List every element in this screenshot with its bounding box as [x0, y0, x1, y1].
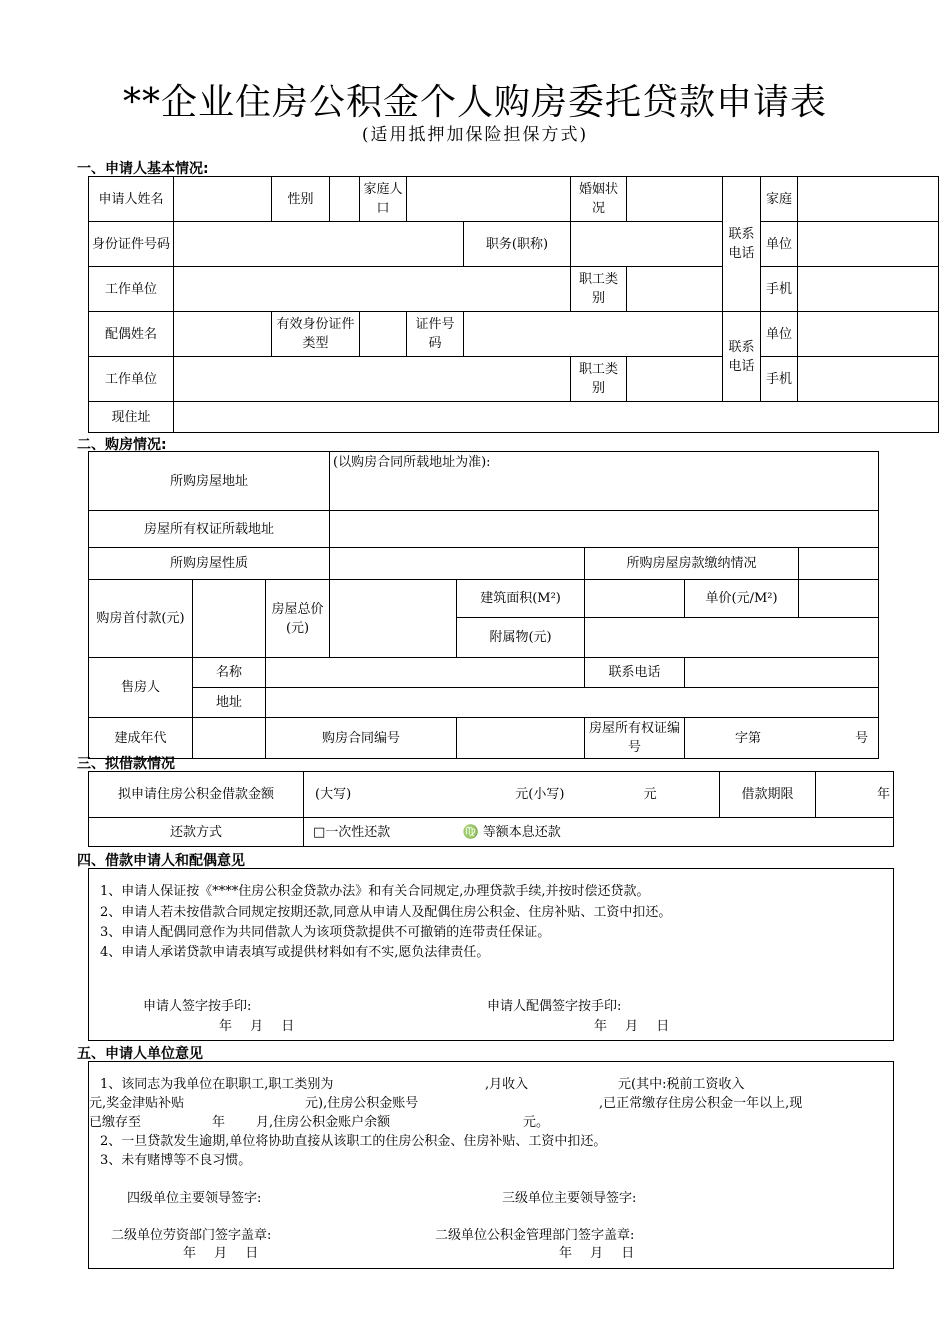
spouse-unit-phone-field[interactable] [798, 312, 939, 357]
mobile-field[interactable] [798, 267, 939, 312]
loan-term-label: 借款期限 [720, 772, 816, 818]
opinion-line-4: 4、申请人承诺贷款申请表填写或提供材料如有不实,愿负法律责任。 [100, 945, 490, 960]
labor-dept-signature-label: 二级单位劳资部门签字盖章: [111, 1228, 272, 1243]
section-5-heading: 五、申请人单位意见 [77, 1046, 203, 1062]
marital-label: 婚姻状况 [571, 177, 627, 222]
spouse-staff-type-label: 职工类别 [571, 357, 627, 402]
section-3-heading: 三、拟借款情况 [77, 756, 175, 772]
seller-address-label: 地址 [193, 688, 266, 718]
home-phone-label: 家庭 [761, 177, 798, 222]
unit-line-2a: 元,奖金津贴补贴 [89, 1096, 185, 1111]
area-field[interactable] [585, 580, 685, 618]
attachments-label: 附属物(元) [457, 618, 585, 658]
address-field[interactable] [174, 402, 939, 433]
unit-line-2b: 元),住房公积金账号 [305, 1096, 419, 1111]
yuan-text: 元 [643, 787, 657, 802]
spouse-date: 年 月 日 [594, 1019, 670, 1034]
opinion-line-2: 2、申请人若未按借款合同规定按期还款,同意从申请人及配偶住房公积金、住房补贴、工资中扣还。 [100, 905, 672, 920]
section-4-heading: 四、借款申请人和配偶意见 [77, 853, 245, 869]
unit-line-1a: 1、该同志为我单位在职职工,职工类别为 [100, 1077, 334, 1092]
daxie-text: (大写) [315, 787, 352, 802]
house-address-note: (以购房合同所载地址为准): [333, 455, 491, 470]
gender-field[interactable] [330, 177, 360, 222]
spouse-mobile-field[interactable] [798, 357, 939, 402]
hao-text: 号 [855, 730, 869, 746]
unit-phone-field[interactable] [798, 222, 939, 267]
applicant-signature-label: 申请人签字按手印: [143, 999, 252, 1014]
valid-id-type-label: 有效身份证件类型 [272, 312, 360, 357]
unit-line-1b: ,月收入 [485, 1077, 529, 1092]
staff-type-label: 职工类别 [571, 267, 627, 312]
mobile-label: 手机 [761, 267, 798, 312]
yuan-xiaoxie-text: 元(小写) [515, 787, 565, 802]
built-year-field[interactable] [193, 718, 266, 759]
section-2-heading: 二、购房情况: [77, 437, 167, 453]
payment-status-field[interactable] [799, 548, 879, 580]
page-subtitle: (适用抵押加保险担保方式) [361, 125, 589, 145]
down-payment-label: 购房首付款(元) [89, 580, 193, 658]
fund-dept-date: 年 月 日 [559, 1246, 635, 1261]
applicant-info-table [88, 176, 939, 433]
spouse-name-field[interactable] [174, 312, 272, 357]
level4-leader-signature-label: 四级单位主要领导签字: [127, 1191, 262, 1206]
spouse-signature-label: 申请人配偶签字按手印: [487, 999, 622, 1014]
payment-status-label: 所购房屋房款缴纳情况 [585, 548, 799, 580]
unit-line-2c: ,已正常缴存住房公积金一年以上,现 [599, 1096, 803, 1111]
valid-id-type-field[interactable] [360, 312, 407, 357]
spouse-staff-type-field[interactable] [627, 357, 723, 402]
unit-line-5: 3、未有赌博等不良习惯。 [100, 1153, 252, 1168]
year-text: 年 [876, 787, 890, 802]
total-price-field[interactable] [330, 580, 457, 658]
purchase-info-table [88, 451, 879, 759]
cert-address-label: 房屋所有权证所载地址 [89, 511, 330, 548]
equal-installment-option[interactable]: ♍ 等额本息还款 [462, 824, 561, 840]
page-title: **企业住房公积金个人购房委托贷款申请表 [122, 82, 827, 123]
loan-amount-field[interactable] [304, 772, 720, 818]
spouse-mobile-label: 手机 [761, 357, 798, 402]
seller-phone-label: 联系电话 [585, 658, 685, 688]
unit-price-field[interactable] [799, 580, 879, 618]
seller-phone-field[interactable] [685, 658, 879, 688]
labor-dept-date: 年 月 日 [183, 1246, 259, 1261]
spouse-contact-label: 联系电话 [723, 312, 761, 402]
work-unit-label: 工作单位 [89, 267, 174, 312]
contract-number-label: 购房合同编号 [266, 718, 457, 759]
position-label: 职务(职称) [464, 222, 571, 267]
contract-number-field[interactable] [457, 718, 585, 759]
fund-dept-signature-label: 二级单位公积金管理部门签字盖章: [435, 1228, 635, 1243]
gender-label: 性别 [272, 177, 330, 222]
house-nature-label: 所购房屋性质 [89, 548, 330, 580]
built-year-label: 建成年代 [89, 718, 193, 759]
unit-line-3a: 已缴存至 [89, 1115, 142, 1130]
unit-opinion-box [88, 1061, 894, 1269]
contact-phone-label: 联系电话 [723, 177, 761, 312]
zi-di-text: 字第 [734, 730, 761, 746]
home-phone-field[interactable] [798, 177, 939, 222]
ownership-cert-number-field[interactable] [685, 718, 879, 759]
seller-name-label: 名称 [193, 658, 266, 688]
unit-line-3d: 元。 [523, 1115, 550, 1130]
area-label: 建筑面积(M²) [457, 580, 585, 618]
house-nature-field[interactable] [330, 548, 585, 580]
applicant-name-field[interactable] [174, 177, 272, 222]
loan-term-field[interactable] [816, 772, 894, 818]
loan-amount-label: 拟申请住房公积金借款金额 [89, 772, 304, 818]
staff-type-field[interactable] [627, 267, 723, 312]
spouse-work-unit-field[interactable] [174, 357, 571, 402]
spouse-work-unit-label: 工作单位 [89, 357, 174, 402]
unit-line-4: 2、一旦贷款发生逾期,单位将协助直接从该职工的住房公积金、住房补贴、工资中扣还。 [100, 1134, 607, 1149]
applicant-opinion-box [88, 868, 894, 1041]
down-payment-field[interactable] [193, 580, 266, 658]
unit-line-3b: 年 [212, 1115, 226, 1130]
level3-leader-signature-label: 三级单位主要领导签字: [502, 1191, 637, 1206]
marital-field[interactable] [627, 177, 723, 222]
work-unit-field[interactable] [174, 267, 571, 312]
applicant-name-label: 申请人姓名 [89, 177, 174, 222]
unit-price-label: 单价(元/M²) [685, 580, 799, 618]
lump-sum-option[interactable]: □一次性还款 [313, 824, 391, 840]
position-field[interactable] [571, 222, 723, 267]
house-address-field[interactable] [330, 452, 879, 511]
loan-plan-table [88, 771, 894, 847]
unit-line-1c: 元(其中:税前工资收入 [618, 1077, 745, 1092]
opinion-line-1: 1、申请人保证按《****住房公积金贷款办法》和有关合同规定,办理贷款手续,并按时偿还贷款。 [100, 884, 650, 899]
cert-address-field[interactable] [330, 511, 879, 548]
cert-number-label: 证件号码 [407, 312, 464, 357]
id-number-field[interactable] [174, 222, 464, 267]
seller-address-field[interactable] [266, 688, 879, 718]
unit-line-3c: 月,住房公积金账户余额 [256, 1115, 391, 1130]
house-address-label: 所购房屋地址 [89, 452, 330, 511]
attachments-field[interactable] [585, 618, 879, 658]
household-label: 家庭人口 [360, 177, 407, 222]
spouse-unit-phone-label: 单位 [761, 312, 798, 357]
applicant-date: 年 月 日 [219, 1019, 295, 1034]
seller-name-field[interactable] [266, 658, 585, 688]
seller-label: 售房人 [89, 658, 193, 718]
spouse-name-label: 配偶姓名 [89, 312, 174, 357]
section-1-heading: 一、申请人基本情况: [77, 161, 209, 177]
id-number-label: 身份证件号码 [89, 222, 174, 267]
address-label: 现住址 [89, 402, 174, 433]
repayment-method-label: 还款方式 [89, 818, 304, 847]
cert-number-field[interactable] [464, 312, 723, 357]
ownership-cert-number-label: 房屋所有权证编号 [585, 718, 685, 759]
opinion-line-3: 3、申请人配偶同意作为共同借款人为该项贷款提供不可撤销的连带责任保证。 [100, 925, 551, 940]
unit-phone-label: 单位 [761, 222, 798, 267]
total-price-label: 房屋总价(元) [266, 580, 330, 658]
household-field[interactable] [407, 177, 571, 222]
repayment-method-field [304, 818, 894, 847]
